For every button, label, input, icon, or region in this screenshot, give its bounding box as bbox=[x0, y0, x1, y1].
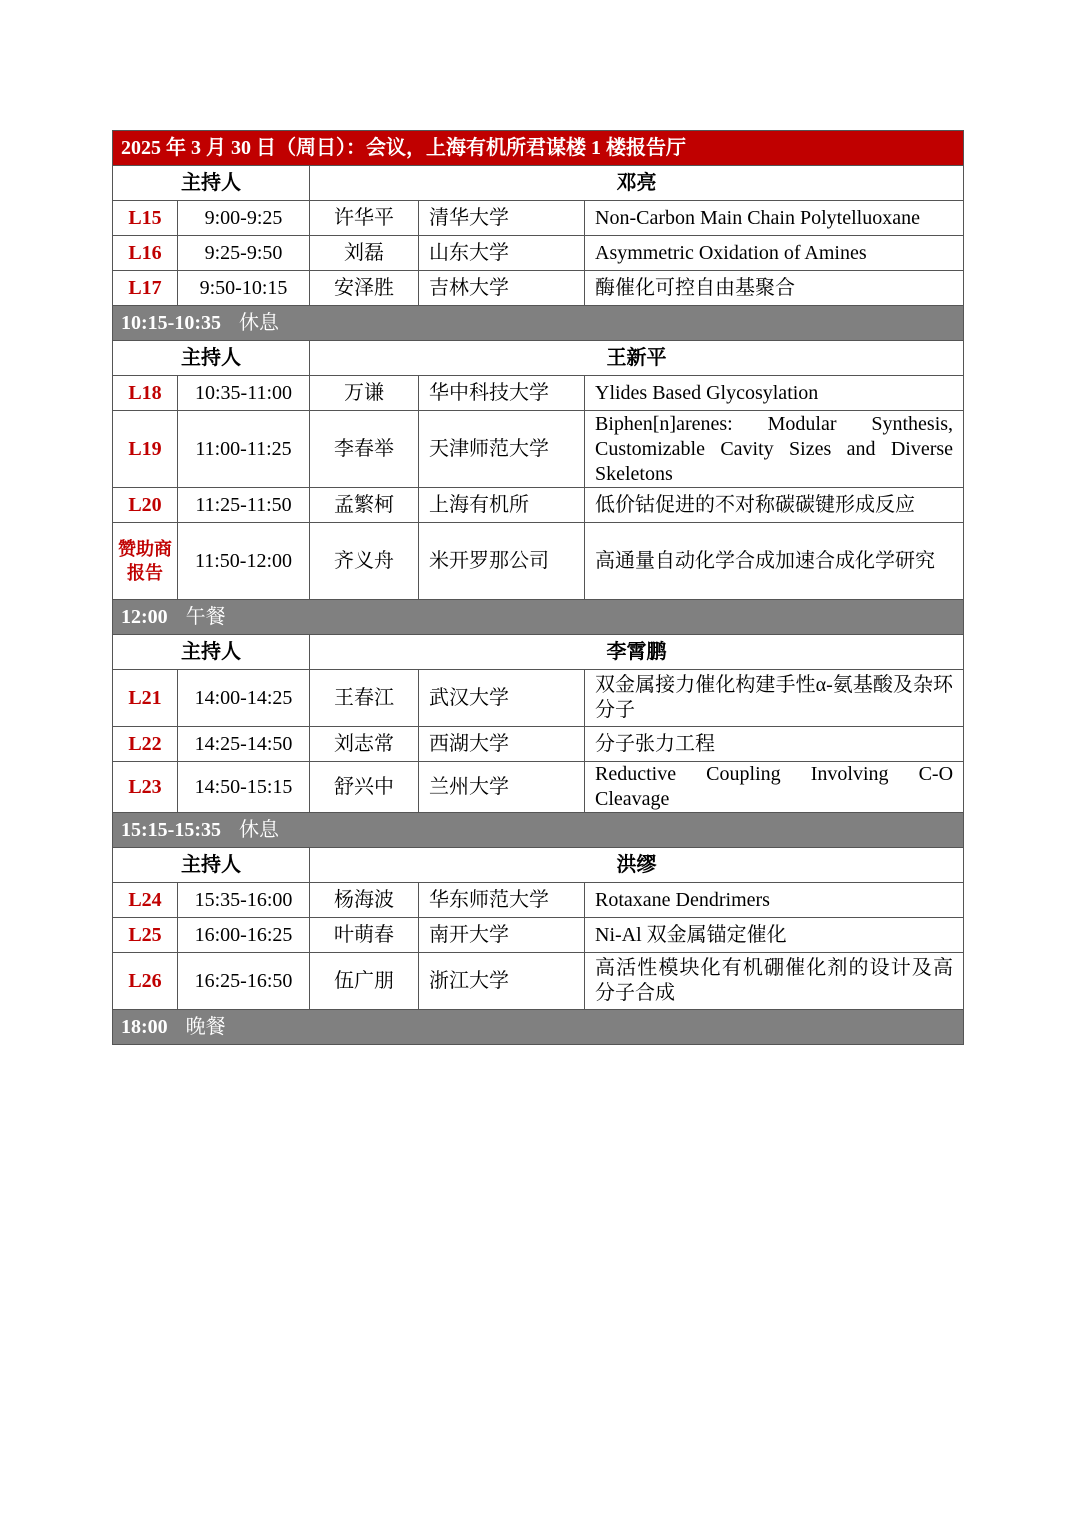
host-row bbox=[113, 166, 964, 201]
talk-code: L17 bbox=[113, 271, 178, 306]
break-label: 休息 bbox=[238, 818, 279, 841]
host-label: 主持人 bbox=[113, 635, 310, 670]
host-name: 李霄鹏 bbox=[310, 635, 964, 670]
talk-title: Rotaxane Dendrimers bbox=[585, 883, 964, 918]
talk-title: 双金属接力催化构建手性α-氨基酸及杂环分子 bbox=[585, 670, 964, 727]
talk-speaker: 杨海波 bbox=[310, 883, 419, 918]
talk-affiliation: 武汉大学 bbox=[419, 670, 585, 727]
host-label: 主持人 bbox=[113, 341, 310, 376]
talk-affiliation: 华中科技大学 bbox=[419, 376, 585, 411]
break-label: 晚餐 bbox=[185, 1015, 226, 1038]
talk-code: L25 bbox=[113, 918, 178, 953]
talk-speaker: 舒兴中 bbox=[310, 762, 419, 813]
talk-time: 9:25-9:50 bbox=[178, 236, 310, 271]
break-row bbox=[113, 813, 964, 848]
break-time: 12:00 bbox=[121, 605, 168, 628]
host-label: 主持人 bbox=[113, 166, 310, 201]
talk-code: L19 bbox=[113, 411, 178, 488]
talk-speaker: 刘磊 bbox=[310, 236, 419, 271]
break-label: 休息 bbox=[238, 311, 279, 334]
talk-affiliation: 天津师范大学 bbox=[419, 411, 585, 488]
talk-title: Ylides Based Glycosylation bbox=[585, 376, 964, 411]
talk-code: L24 bbox=[113, 883, 178, 918]
talk-row bbox=[113, 523, 964, 600]
talk-title: Ni-Al 双金属锚定催化 bbox=[585, 918, 964, 953]
talk-affiliation: 浙江大学 bbox=[419, 953, 585, 1010]
talk-affiliation: 吉林大学 bbox=[419, 271, 585, 306]
talk-speaker: 王春江 bbox=[310, 670, 419, 727]
talk-time: 10:35-11:00 bbox=[178, 376, 310, 411]
talk-affiliation: 兰州大学 bbox=[419, 762, 585, 813]
talk-code: L22 bbox=[113, 727, 178, 762]
talk-row bbox=[113, 762, 964, 813]
host-label: 主持人 bbox=[113, 848, 310, 883]
break-row bbox=[113, 306, 964, 341]
talk-row bbox=[113, 727, 964, 762]
talk-speaker: 孟繁柯 bbox=[310, 488, 419, 523]
talk-title: 低价钴促进的不对称碳碳键形成反应 bbox=[585, 488, 964, 523]
talk-row bbox=[113, 271, 964, 306]
talk-title: Non-Carbon Main Chain Polytelluoxane bbox=[585, 201, 964, 236]
break-time: 10:15-10:35 bbox=[121, 311, 221, 334]
talk-time: 15:35-16:00 bbox=[178, 883, 310, 918]
talk-code: L20 bbox=[113, 488, 178, 523]
host-row bbox=[113, 848, 964, 883]
talk-row bbox=[113, 918, 964, 953]
talk-title: 高活性模块化有机硼催化剂的设计及高分子合成 bbox=[585, 953, 964, 1010]
talk-time: 11:00-11:25 bbox=[178, 411, 310, 488]
talk-time: 16:00-16:25 bbox=[178, 918, 310, 953]
talk-row bbox=[113, 201, 964, 236]
talk-speaker: 叶萌春 bbox=[310, 918, 419, 953]
day-header-row bbox=[113, 131, 964, 166]
talk-affiliation: 上海有机所 bbox=[419, 488, 585, 523]
talk-time: 14:25-14:50 bbox=[178, 727, 310, 762]
talk-affiliation: 山东大学 bbox=[419, 236, 585, 271]
talk-affiliation: 华东师范大学 bbox=[419, 883, 585, 918]
talk-title: 酶催化可控自由基聚合 bbox=[585, 271, 964, 306]
talk-title: 分子张力工程 bbox=[585, 727, 964, 762]
talk-row bbox=[113, 376, 964, 411]
talk-time: 9:50-10:15 bbox=[178, 271, 310, 306]
talk-row bbox=[113, 488, 964, 523]
talk-time: 11:50-12:00 bbox=[178, 523, 310, 600]
talk-affiliation: 清华大学 bbox=[419, 201, 585, 236]
talk-speaker: 许华平 bbox=[310, 201, 419, 236]
talk-speaker: 万谦 bbox=[310, 376, 419, 411]
host-name: 王新平 bbox=[310, 341, 964, 376]
talk-code: 赞助商报告 bbox=[113, 523, 178, 600]
talk-code: L23 bbox=[113, 762, 178, 813]
talk-title: Asymmetric Oxidation of Amines bbox=[585, 236, 964, 271]
talk-row bbox=[113, 883, 964, 918]
talk-code: L15 bbox=[113, 201, 178, 236]
day-header: 2025 年 3 月 30 日（周日）：会议，上海有机所君谋楼 1 楼报告厅 bbox=[113, 131, 964, 166]
talk-speaker: 齐义舟 bbox=[310, 523, 419, 600]
break-row bbox=[113, 600, 964, 635]
host-name: 邓亮 bbox=[310, 166, 964, 201]
talk-time: 9:00-9:25 bbox=[178, 201, 310, 236]
talk-row bbox=[113, 670, 964, 727]
talk-time: 11:25-11:50 bbox=[178, 488, 310, 523]
talk-row bbox=[113, 953, 964, 1010]
talk-code: L26 bbox=[113, 953, 178, 1010]
host-name: 洪缪 bbox=[310, 848, 964, 883]
break-row bbox=[113, 1010, 964, 1045]
talk-affiliation: 西湖大学 bbox=[419, 727, 585, 762]
talk-code: L16 bbox=[113, 236, 178, 271]
talk-speaker: 刘志常 bbox=[310, 727, 419, 762]
talk-speaker: 安泽胜 bbox=[310, 271, 419, 306]
talk-code: L21 bbox=[113, 670, 178, 727]
host-row bbox=[113, 635, 964, 670]
talk-row bbox=[113, 236, 964, 271]
break-time: 15:15-15:35 bbox=[121, 818, 221, 841]
talk-speaker: 伍广朋 bbox=[310, 953, 419, 1010]
break-label: 午餐 bbox=[185, 605, 226, 628]
talk-time: 16:25-16:50 bbox=[178, 953, 310, 1010]
talk-title: 高通量自动化学合成加速合成化学研究 bbox=[585, 523, 964, 600]
talk-affiliation: 米开罗那公司 bbox=[419, 523, 585, 600]
talk-time: 14:50-15:15 bbox=[178, 762, 310, 813]
break-time: 18:00 bbox=[121, 1015, 168, 1038]
talk-affiliation: 南开大学 bbox=[419, 918, 585, 953]
talk-title: Reductive Coupling Involving C-O Cleavage bbox=[585, 762, 964, 813]
talk-speaker: 李春举 bbox=[310, 411, 419, 488]
schedule-table bbox=[112, 130, 964, 1045]
talk-title: Biphen[n]arenes: Modular Synthesis, Customizable Cavity Sizes and Diverse Skeletons bbox=[585, 411, 964, 488]
talk-code: L18 bbox=[113, 376, 178, 411]
host-row bbox=[113, 341, 964, 376]
talk-row bbox=[113, 411, 964, 488]
talk-time: 14:00-14:25 bbox=[178, 670, 310, 727]
